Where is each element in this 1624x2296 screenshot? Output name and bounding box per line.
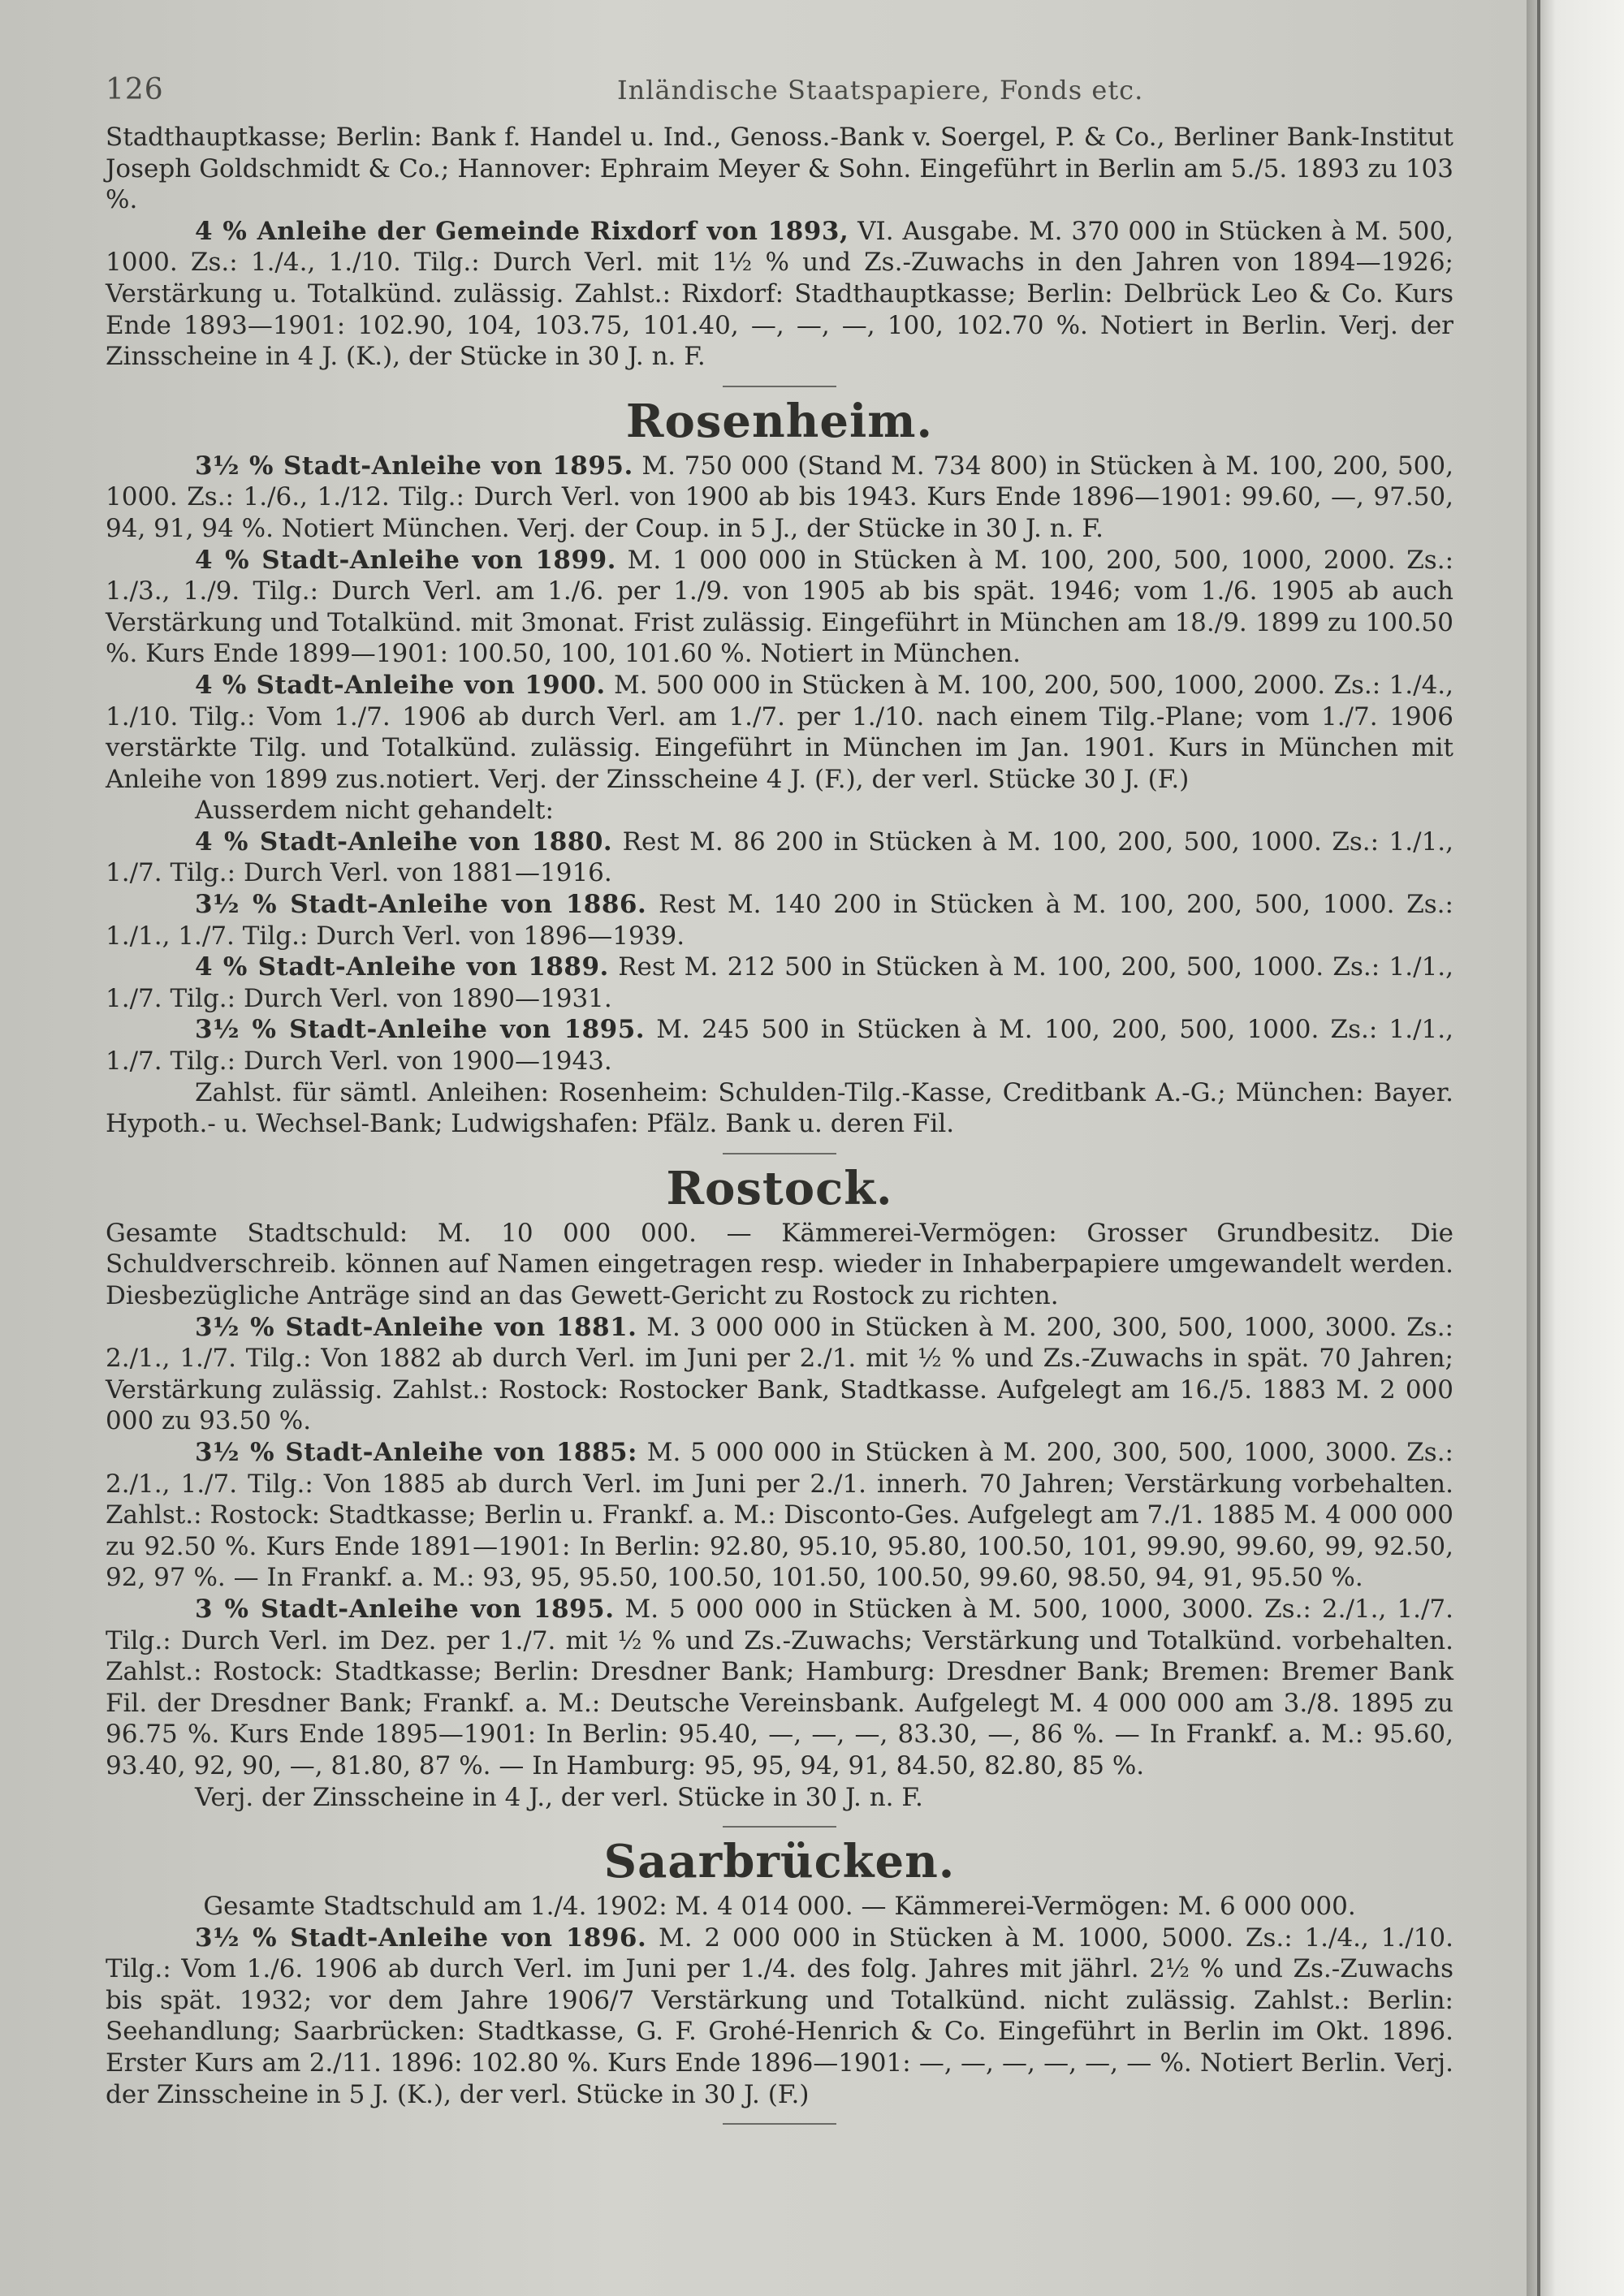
entry-heading: 3½ % Stadt-Anleihe von 1895. bbox=[195, 1015, 646, 1045]
rosenheim-entry-1 bbox=[106, 451, 1453, 545]
entry-heading: 3½ % Stadt-Anleihe von 1881. bbox=[195, 1312, 637, 1342]
page-number: 126 bbox=[106, 73, 164, 106]
entry-text: M. 750 000 (Stand M. 734 800) in Stücken à M. 100, 200, 500, 1000. Zs.: 1./6., 1./12. Tilg.: Durch Verl. von 1900 ab bis 1943. Kurs Ende 1896—1901: 99.60, —, 97.50, 94, 91, 94 %. Notiert München. Verj. der Coup. in 5 J., der Stücke in 30 J. n. F. bbox=[106, 451, 1453, 543]
rosenheim-entry-3 bbox=[106, 670, 1453, 795]
rixdorf-text: VI. Ausgabe. M. 370 000 in Stücken à M. 500, 1000. Zs.: 1./4., 1./10. Tilg.: Durch Verl. mit 1½ % und Zs.-Zuwachs in den Jahren von 1894—1926; Verstärkung u. Totalkünd. zulässig. Zahlst.: Rixdorf: Stadthauptkasse; Berlin: Delbrück Leo & Co. Kurs Ende 1893—1901: 102.90, 104, 103.75, 101.40, —, —, —, 100, 102.70 %. Notiert in Berlin. Verj. der Zinsscheine in 4 J. (K.), der Stücke in 30 J. n. F. bbox=[106, 216, 1453, 372]
entry-text: M. 5 000 000 in Stücken à M. 500, 1000, 3000. Zs.: 2./1., 1./7. Tilg.: Durch Verl. im Dez. per 1./7. mit ½ % und Zs.-Zuwachs; Verstärkung und Totalkünd. vorbehalten. Zahlst.: Rostock: Stadtkasse; Berlin: Dresdner Bank; Hamburg: Dresdner Bank; Bremen: Bremer Bank Fil. der Dresdner Bank; Frankf. a. M.: Deutsche Vereinsbank. Aufgelegt M. 4 000 000 am 3./8. 1895 zu 96.75 %. Kurs Ende 1895—1901: In Berlin: 95.40, —, —, —, 83.30, —, 86 %. — In Frankf. a. M.: 95.60, 93.40, 92, 90, —, 81.80, 87 %. — In Hamburg: 95, 95, 94, 91, 84.50, 82.80, 85 %. bbox=[106, 1594, 1453, 1780]
entry-heading: 3½ % Stadt-Anleihe von 1885: bbox=[195, 1437, 637, 1467]
entry-heading: 4 % Stadt-Anleihe von 1900. bbox=[195, 670, 606, 700]
section-title-rosenheim: Rosenheim. bbox=[625, 394, 934, 448]
entry-text: M. 3 000 000 in Stücken à M. 200, 300, 500, 1000, 3000. Zs.: 2./1., 1./7. Tilg.: Von 1882 ab durch Verl. im Juni per 2./1. mit ½ % und Zs.-Zuwachs in spät. 70 Jahren; Verstärkung zulässig. Zahlst.: Rostock: Rostocker Bank, Stadtkasse. Aufgelegt am 16./5. 1883 M. 2 000 000 zu 93.50 %. bbox=[106, 1312, 1453, 1436]
rosenheim-entry-2 bbox=[106, 545, 1453, 670]
rostock-entry-3 bbox=[106, 1594, 1453, 1782]
entry-text: M. 5 000 000 in Stücken à M. 200, 300, 500, 1000, 3000. Zs.: 2./1., 1./7. Tilg.: Von 1885 ab durch Verl. im Juni per 2./1. innerh. 70 Jahren; Verstärkung vorbehalten. Zahlst.: Rostock: Stadtkasse; Berlin u. Frankf. a. M.: Disconto-Ges. Aufgelegt am 7./1. 1885 M. 4 000 000 zu 92.50 %. Kurs Ende 1891—1901: In Berlin: 92.80, 95.10, 95.80, 100.50, 101, 99.90, 99.60, 99, 92.50, 92, 97 %. — In Frankf. a. M.: 93, 95, 95.50, 100.50, 101.50, 100.50, 99.60, 98.50, 94, 91, 95.50 %. bbox=[106, 1437, 1453, 1593]
book-gutter bbox=[1527, 0, 1624, 2296]
entry-text: M. 1 000 000 in Stücken à M. 100, 200, 500, 1000, 2000. Zs.: 1./3., 1./9. Tilg.: Durch Verl. am 1./6. per 1./9. von 1905 ab bis spät. 1946; vom 1./6. 1905 ab auch Verstärkung und Totalkünd. mit 3monat. Frist zulässig. Eingeführt in München am 18./9. 1899 zu 100.50 %. Kurs Ende 1899—1901: 100.50, 100, 101.60 %. Notiert in München. bbox=[106, 545, 1454, 669]
page-header bbox=[106, 73, 1453, 122]
section-title-saarbruecken: Saarbrücken. bbox=[603, 1835, 956, 1889]
section-divider bbox=[723, 2123, 836, 2125]
saarbruecken-intro: Gesamte Stadtschuld am 1./4. 1902: M. 4 014 000. — Kämmerei-Vermögen: M. 6 000 000. bbox=[203, 1892, 1356, 1922]
rostock-entry-2 bbox=[106, 1437, 1453, 1594]
entry-heading: 4 % Stadt-Anleihe von 1889. bbox=[195, 952, 609, 982]
entry-heading: 4 % Stadt-Anleihe von 1880. bbox=[195, 826, 613, 857]
entry-text: Rest M. 140 200 in Stücken à M. 100, 200, 500, 1000. Zs.: 1./1., 1./7. Tilg.: Durch Verl. von 1896—1939. bbox=[106, 890, 1453, 951]
saarbruecken-entry-1 bbox=[106, 1923, 1453, 2111]
rostock-verjaehrung: Verj. der Zinsscheine in 4 J., der verl. Stücke in 30 J. n. F. bbox=[195, 1782, 923, 1812]
entry-heading: 3½ % Stadt-Anleihe von 1895. bbox=[195, 451, 633, 481]
entry-text: M. 500 000 in Stücken à M. 100, 200, 500, 1000, 2000. Zs.: 1./4., 1./10. Tilg.: Vom 1./7. 1906 ab durch Verl. am 1./7. per 1./10. nach einem Tilg.-Plane; vom 1./7. 1906 verstärkte Tilg. und Totalkünd. zulässig. Eingeführt in München im Jan. 1901. Kurs in München mit Anleihe von 1899 zus.notiert. Verj. der Zinsscheine 4 J. (F.), der verl. Stücke 30 J. (F.) bbox=[106, 670, 1453, 794]
page-content bbox=[106, 73, 1453, 2130]
rosenheim-ausserdem: Ausserdem nicht gehandelt: bbox=[195, 796, 554, 826]
book-edge-line bbox=[1537, 0, 1540, 2296]
rosenheim-entry-6 bbox=[106, 952, 1453, 1014]
rostock-intro: Gesamte Stadtschuld: M. 10 000 000. — Kämmerei-Vermögen: Grosser Grundbesitz. Die Schuldverschreib. können auf Namen eingetragen resp. wieder in Inhaberpapiere umgewandelt werden. Diesbezügliche Anträge sind an das Gewett-Gericht zu Rostock zu richten. bbox=[106, 1218, 1453, 1310]
rostock-entry-1 bbox=[106, 1312, 1453, 1437]
section-divider bbox=[723, 1153, 836, 1154]
rosenheim-entry-4 bbox=[106, 826, 1453, 889]
entry-heading: 3 % Stadt-Anleihe von 1895. bbox=[195, 1594, 615, 1624]
section-divider bbox=[723, 386, 836, 387]
entry-text: M. 2 000 000 in Stücken à M. 1000, 5000. Zs.: 1./4., 1./10. Tilg.: Vom 1./6. 1906 ab durch Verl. im Juni per 1./4. des folg. Jahres mit jährl. 2½ % und Zs.-Zuwachs bis spät. 1932; vor dem Jahre 1906/7 Verstärkung und Totalkünd. nicht zulässig. Zahlst.: Berlin: Seehandlung; Saarbrücken: Stadtkasse, G. F. Grohé-Henrich & Co. Eingeführt in Berlin im Okt. 1896. Erster Kurs am 2./11. 1896: 102.80 %. Kurs Ende 1896—1901: —, —, —, —, —, — %. Notiert Berlin. Verj. der Zinsscheine in 5 J. (K.), der verl. Stücke in 30 J. (F.) bbox=[106, 1923, 1453, 2109]
running-title: Inländische Staatspapiere, Fonds etc. bbox=[617, 75, 1144, 106]
entry-text: Rest M. 86 200 in Stücken à M. 100, 200, 500, 1000. Zs.: 1./1., 1./7. Tilg.: Durch Verl. von 1881—1916. bbox=[106, 826, 1453, 888]
rosenheim-zahlstellen: Zahlst. für sämtl. Anleihen: Rosenheim: Schulden-Tilg.-Kasse, Creditbank A.-G.; München: Bayer. Hypoth.- u. Wechsel-Bank; Ludwigshafen: Pfälz. Bank u. deren Fil. bbox=[106, 1077, 1453, 1139]
entry-heading: 4 % Stadt-Anleihe von 1899. bbox=[195, 545, 616, 575]
entry-heading: 3½ % Stadt-Anleihe von 1886. bbox=[195, 890, 647, 920]
section-divider bbox=[723, 1826, 836, 1828]
rosenheim-entry-5 bbox=[106, 889, 1453, 952]
rixdorf-heading: 4 % Anleihe der Gemeinde Rixdorf von 1893, bbox=[195, 216, 849, 246]
rixdorf-entry bbox=[106, 216, 1453, 373]
entry-heading: 3½ % Stadt-Anleihe von 1896. bbox=[195, 1923, 647, 1953]
section-title-rostock: Rostock. bbox=[666, 1161, 893, 1215]
intro-paragraph: Stadthauptkasse; Berlin: Bank f. Handel u. Ind., Genoss.-Bank v. Soergel, P. & Co., Berliner Bank-Institut Joseph Goldschmidt & Co.; Hannover: Ephraim Meyer & Sohn. Eingeführt in Berlin am 5./5. 1893 zu 103 %. bbox=[106, 123, 1453, 215]
entry-text: Rest M. 212 500 in Stücken à M. 100, 200, 500, 1000. Zs.: 1./1., 1./7. Tilg.: Durch Verl. von 1890—1931. bbox=[106, 952, 1453, 1013]
rosenheim-entry-7 bbox=[106, 1014, 1453, 1077]
entry-text: M. 245 500 in Stücken à M. 100, 200, 500, 1000. Zs.: 1./1., 1./7. Tilg.: Durch Verl. von 1900—1943. bbox=[106, 1015, 1453, 1077]
